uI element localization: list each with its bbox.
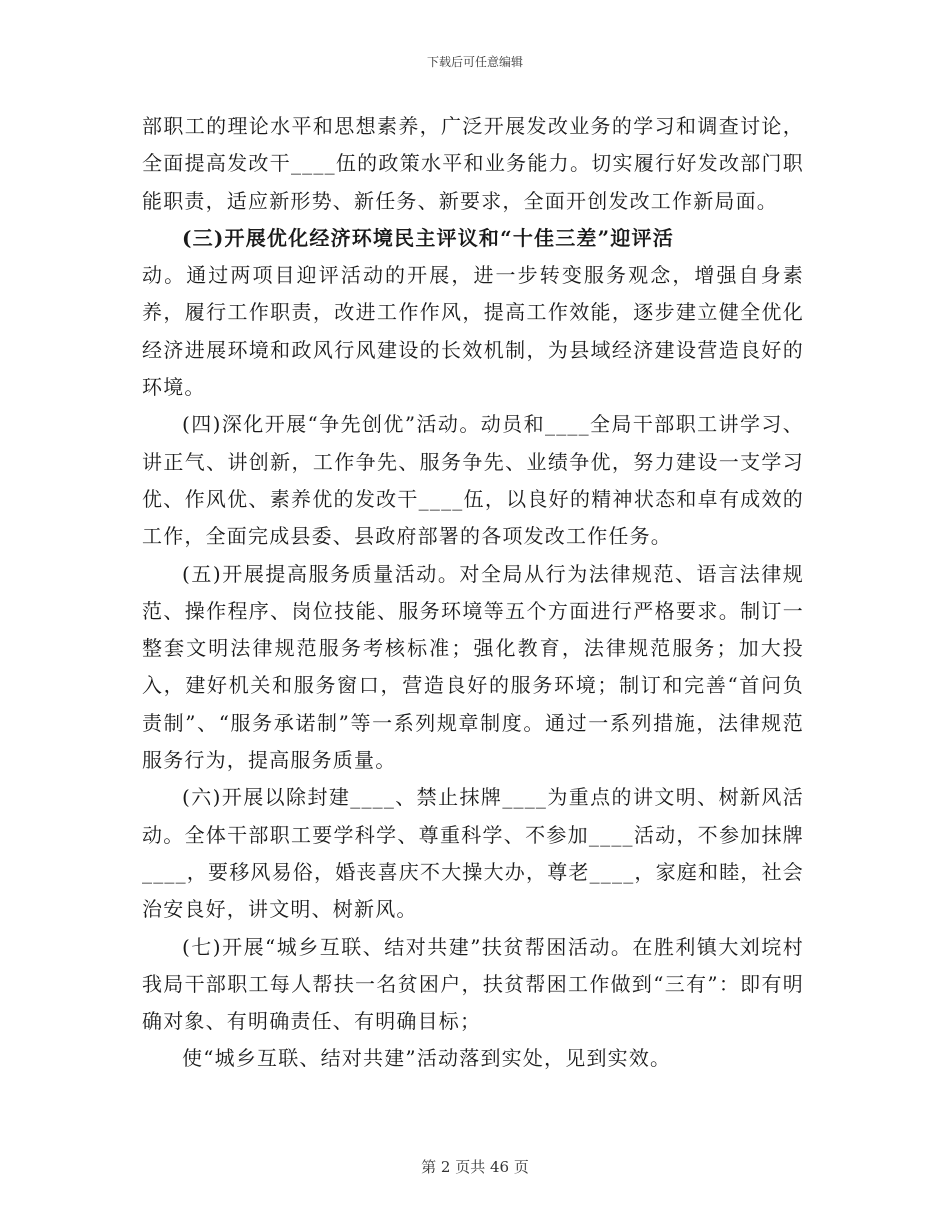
paragraph-continuation: 部职工的理论水平和思想素养，广泛开展发改业务的学习和调查讨论，全面提高发改干____伍的政策水平和业务能力。切实履行好发改部门职能职责，适应新形势、新任务、新要求，全面开创发改工作新局面。 xyxy=(142,114,804,213)
paragraph-section-5: (五)开展提高服务质量活动。对全局从行为法律规范、语言法律规范、操作程序、岗位技能、服务环境等五个方面进行严格要求。制订一整套文明法律规范服务考核标准；强化教育，法律规范服务；加大投入，建好机关和服务窗口，营造良好的服务环境；制订和完善“首问负责制”、“服务承诺制”等一系列规章制度。通过一系列措施，法律规范服务行为，提高服务质量。 xyxy=(142,561,804,773)
page-header: 下载后可任意编辑 xyxy=(426,55,523,69)
section-heading-3: (三)开展优化经济环境民主评议和“十佳三差”迎评活 xyxy=(182,225,674,250)
paragraph-closing: 使“城乡互联、结对共建”活动落到实处，见到实效。 xyxy=(182,1046,672,1071)
paragraph-section-6: (六)开展以除封建____、禁止抹牌____为重点的讲文明、树新风活动。全体干部职工要学科学、尊重科学、不参加____活动，不参加抹牌____，要移风易俗，婚丧喜庆不大操大办，尊老____，家庭和睦，社会治安良好，讲文明、树新风。 xyxy=(142,785,804,922)
document-body xyxy=(142,108,804,1078)
paragraph-section-3-body: 动。通过两项目迎评活动的开展，进一步转变服务观念，增强自身素养，履行工作职责，改进工作作风，提高工作效能，逐步建立健全优化经济进展环境和政风行风建设的长效机制，为县域经济建设营造良好的环境。 xyxy=(142,263,804,400)
paragraph-section-7: (七)开展“城乡互联、结对共建”扶贫帮困活动。在胜利镇大刘垸村我局干部职工每人帮扶一名贫困户，扶贫帮困工作做到“三有”：即有明确对象、有明确责任、有明确目标； xyxy=(142,934,804,1034)
paragraph-section-4: (四)深化开展“争先创优”活动。动员和____全局干部职工讲学习、讲正气、讲创新，工作争先、服务争先、业绩争优，努力建设一支学习优、作风优、素养优的发改干____伍，以良好的精神状态和卓有成效的工作，全面完成县委、县政府部署的各项发改工作任务。 xyxy=(142,412,804,549)
page-footer: 第 2 页共 46 页 xyxy=(421,1158,529,1176)
